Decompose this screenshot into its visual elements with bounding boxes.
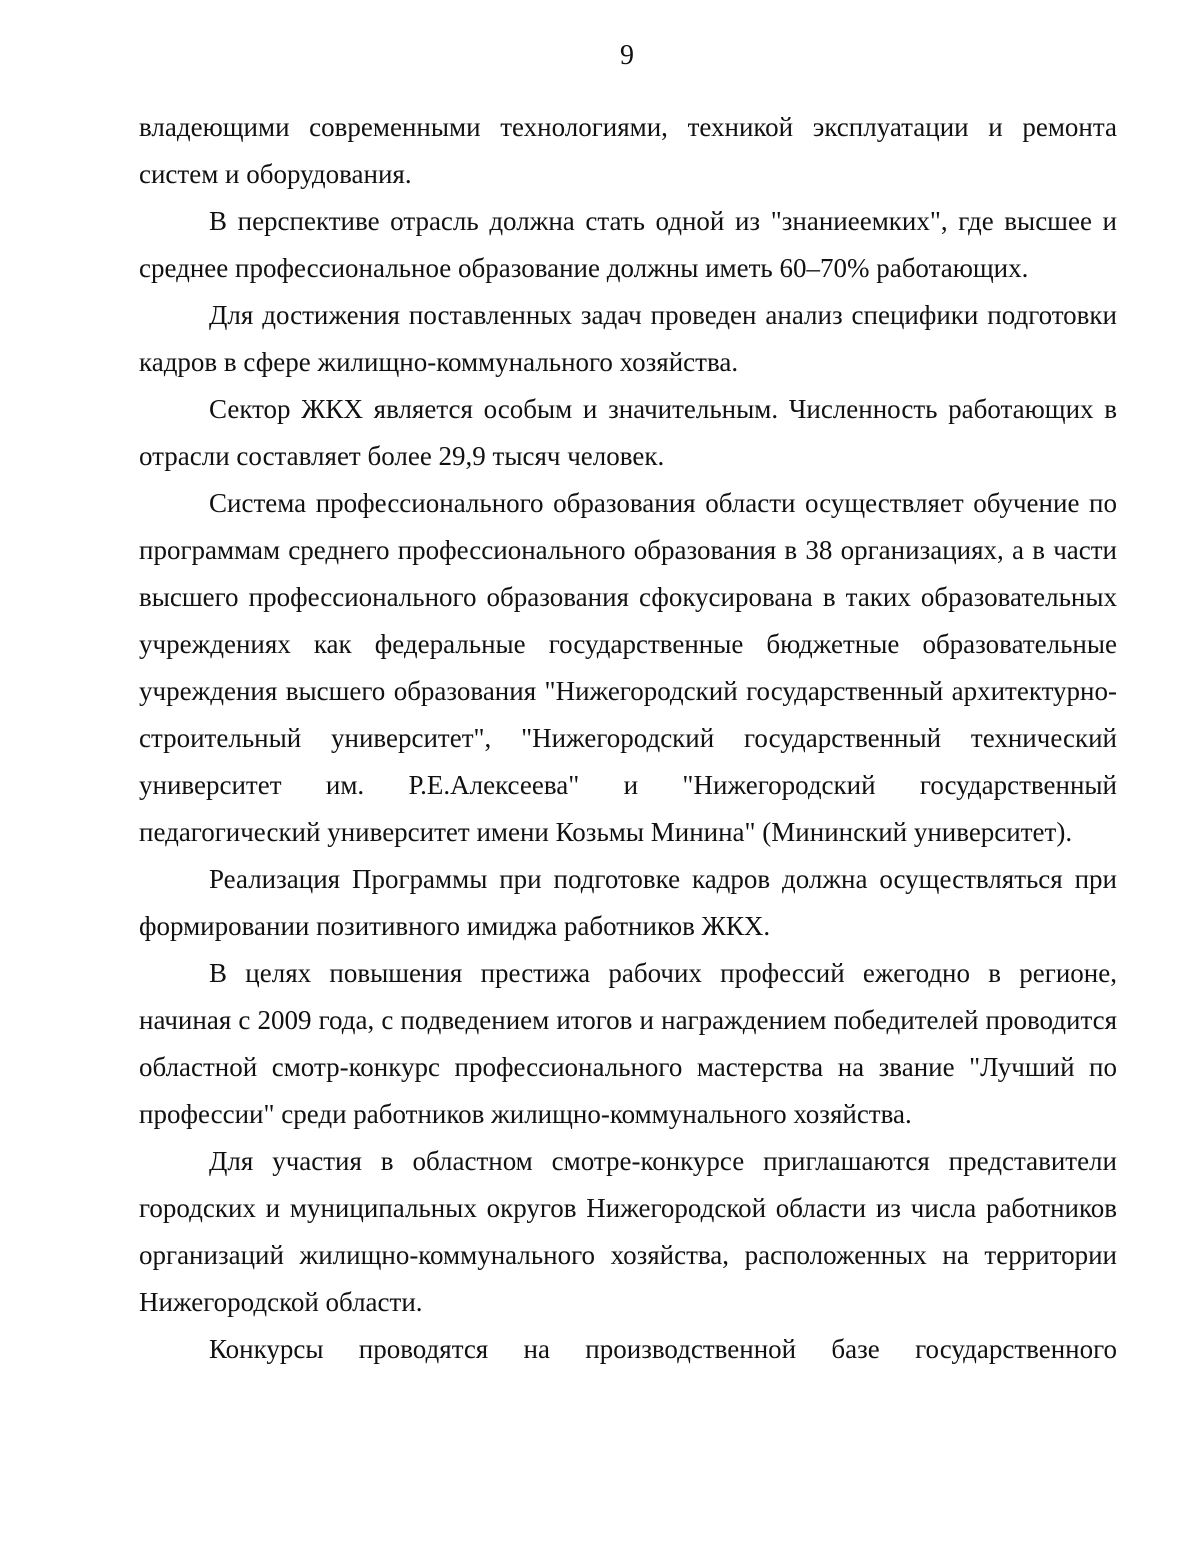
paragraph-contest: В целях повышения престижа рабочих профессий ежегодно в регионе, начиная с 2009 года, с подведением итогов и награждением победителей проводится областной смотр-конкурс профессионального мастерства на звание "Лучший по профессии" среди работников жилищно-коммунального хозяйства. (139, 958, 1117, 1129)
paragraph-sector: Сектор ЖКХ является особым и значительным. Численность работающих в отрасли составляет более 29,9 тысяч человек. (139, 394, 1117, 471)
paragraph-perspective: В перспективе отрасль должна стать одной из "знаниеемких", где высшее и среднее профессиональное образование должны иметь 60–70% работающих. (139, 206, 1117, 283)
paragraph-education-system: Система профессионального образования области осуществляет обучение по программам среднего профессионального образования в 38 организациях, а в части высшего профессионального образования сфокусирована в таких образовательных учреждениях как федеральные государственные бюджетные образовательные учреждения высшего образования "Нижегородский государственный архитектурно-строительный университет", "Нижегородский государственный технический университет им. Р.Е.Алексеева" и "Нижегородский государственный педагогический университет имени Козьмы Минина" (Мининский университет). (139, 488, 1117, 847)
paragraph-analysis: Для достижения поставленных задач проведен анализ специфики подготовки кадров в сфере жилищно-коммунального хозяйства. (139, 300, 1117, 377)
document-body (139, 104, 1117, 1373)
page-number: 9 (620, 40, 634, 71)
paragraph-program-implementation: Реализация Программы при подготовке кадров должна осуществляться при формировании позитивного имиджа работников ЖКХ. (139, 864, 1117, 941)
paragraph-contest-venue: Конкурсы проводятся на производственной базе государственного (209, 1334, 1117, 1364)
paragraph-participation: Для участия в областном смотре-конкурсе приглашаются представители городских и муниципальных округов Нижегородской области из числа работников организаций жилищно-коммунального хозяйства, расположенных на территории Нижегородской области. (139, 1146, 1117, 1317)
paragraph-continuation: владеющими современными технологиями, техникой эксплуатации и ремонта систем и оборудования. (139, 112, 1117, 189)
